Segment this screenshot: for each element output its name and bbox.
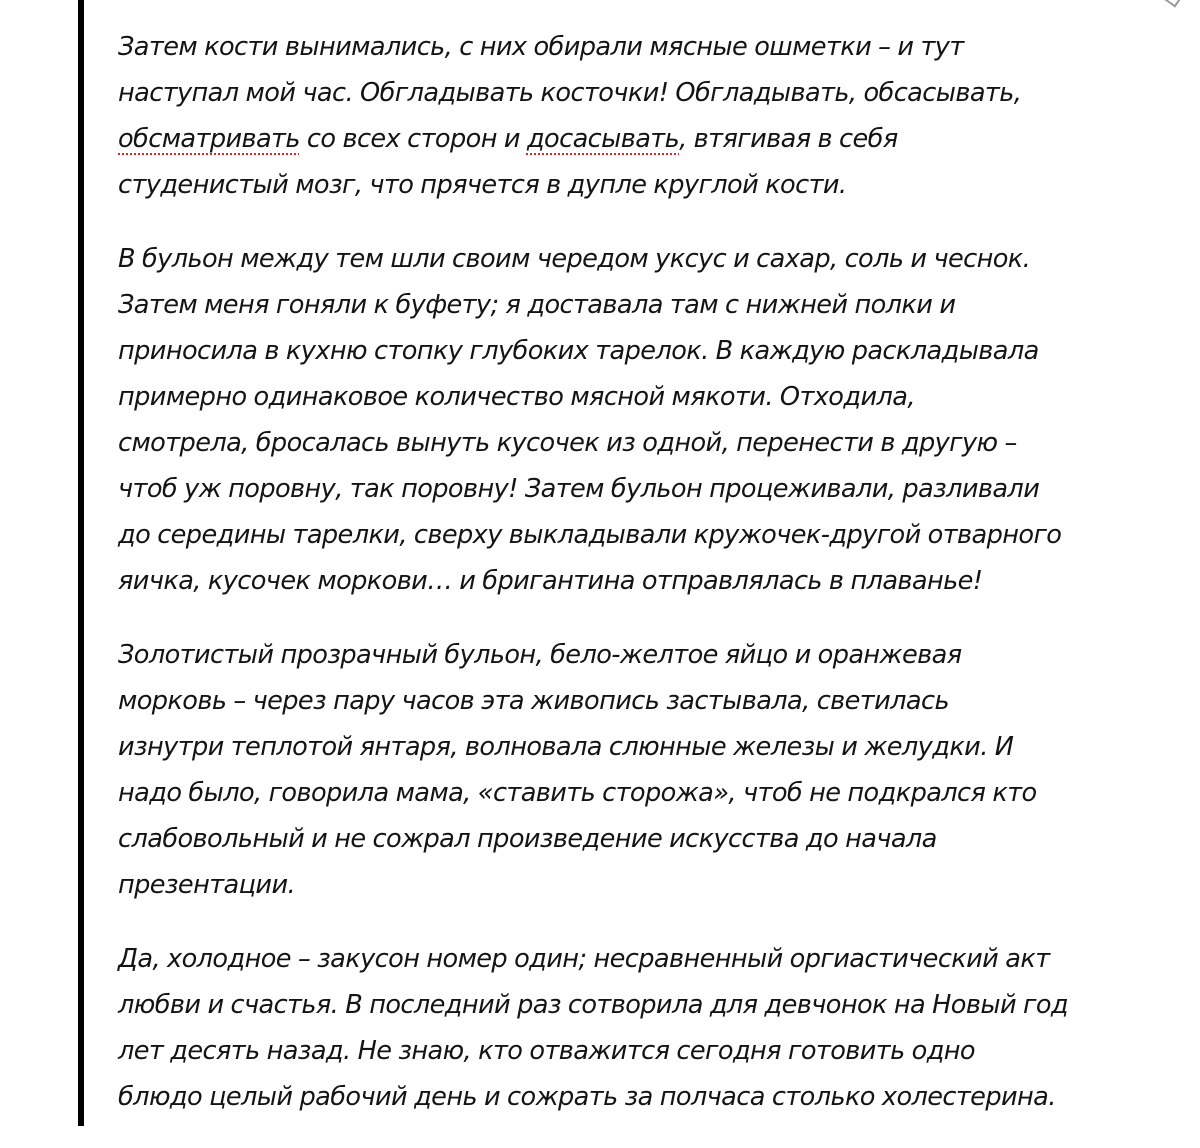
text-line (118, 116, 1168, 162)
text-line (118, 512, 1168, 558)
text-segment: смотрела, бросалась вынуть кусочек из одной, перенести в другую – (118, 428, 1017, 458)
text-line (118, 936, 1168, 982)
text-segment: примерно одинаковое количество мясной мякоти. Отходила, (118, 382, 915, 412)
text-line (118, 162, 1168, 208)
text-line (118, 374, 1168, 420)
text-segment: любви и счастья. В последний раз сотворила для девчонок на Новый год (118, 990, 1069, 1020)
text-segment: изнутри теплотой янтаря, волновала слюнные железы и желудки. И (118, 732, 1014, 762)
spellcheck-flagged-word[interactable]: досасывать (526, 124, 680, 154)
text-line (118, 632, 1168, 678)
text-segment: яичка, кусочек моркови… и бригантина отправлялась в плаванье! (118, 566, 983, 596)
text-line (118, 1074, 1168, 1120)
text-segment: студенистый мозг, что прячется в дупле круглой кости. (118, 170, 847, 200)
text-line (118, 982, 1168, 1028)
text-line (118, 328, 1168, 374)
text-line (118, 282, 1168, 328)
text-segment: до середины тарелки, сверху выкладывали кружочек-другой отварного (118, 520, 1062, 550)
text-line (118, 1028, 1168, 1074)
text-line (118, 724, 1168, 770)
text-line (118, 466, 1168, 512)
text-line (118, 816, 1168, 862)
paragraph (118, 24, 1168, 208)
blockquote-bar (78, 0, 84, 1126)
text-line (118, 420, 1168, 466)
text-segment: морковь – через пару часов эта живопись застывала, светилась (118, 686, 949, 716)
text-segment: , втягивая в себя (679, 124, 898, 154)
text-segment: Затем меня гоняли к буфету; я доставала там с нижней полки и (118, 290, 956, 320)
text-line (118, 558, 1168, 604)
text-segment: Золотистый прозрачный бульон, бело-желтое яйцо и оранжевая (118, 640, 962, 670)
text-line (118, 236, 1168, 282)
blockquote-text (118, 24, 1168, 1148)
text-segment: слабовольный и не сожрал произведение искусства до начала (118, 824, 937, 854)
text-line (118, 678, 1168, 724)
text-line (118, 862, 1168, 908)
text-segment: чтоб уж поровну, так поровну! Затем бульон процеживали, разливали (118, 474, 1040, 504)
chevron-icon (1162, 0, 1182, 8)
paragraph (118, 236, 1168, 604)
text-line (118, 770, 1168, 816)
text-segment: Да, холодное – закусон номер один; несравненный оргиастический акт (118, 944, 1050, 974)
spellcheck-flagged-word[interactable]: обсматривать (118, 124, 300, 154)
paragraph (118, 632, 1168, 908)
text-segment: наступал мой час. Обгладывать косточки! Обгладывать, обсасывать, (118, 78, 1022, 108)
text-segment: приносила в кухню стопку глубоких тарелок. В каждую раскладывала (118, 336, 1039, 366)
text-segment: Затем кости вынимались, с них обирали мясные ошметки – и тут (118, 32, 964, 62)
text-segment: лет десять назад. Не знаю, кто отважится сегодня готовить одно (118, 1036, 975, 1066)
text-line (118, 24, 1168, 70)
text-segment: со всех сторон и (299, 124, 527, 154)
text-segment: надо было, говорила мама, «ставить сторожа», чтоб не подкрался кто (118, 778, 1037, 808)
text-line (118, 70, 1168, 116)
text-segment: В бульон между тем шли своим чередом уксус и сахар, соль и чеснок. (118, 244, 1031, 274)
text-segment: блюдо целый рабочий день и сожрать за полчаса столько холестерина. (118, 1082, 1056, 1112)
paragraph (118, 936, 1168, 1120)
text-segment: презентации. (118, 870, 296, 900)
